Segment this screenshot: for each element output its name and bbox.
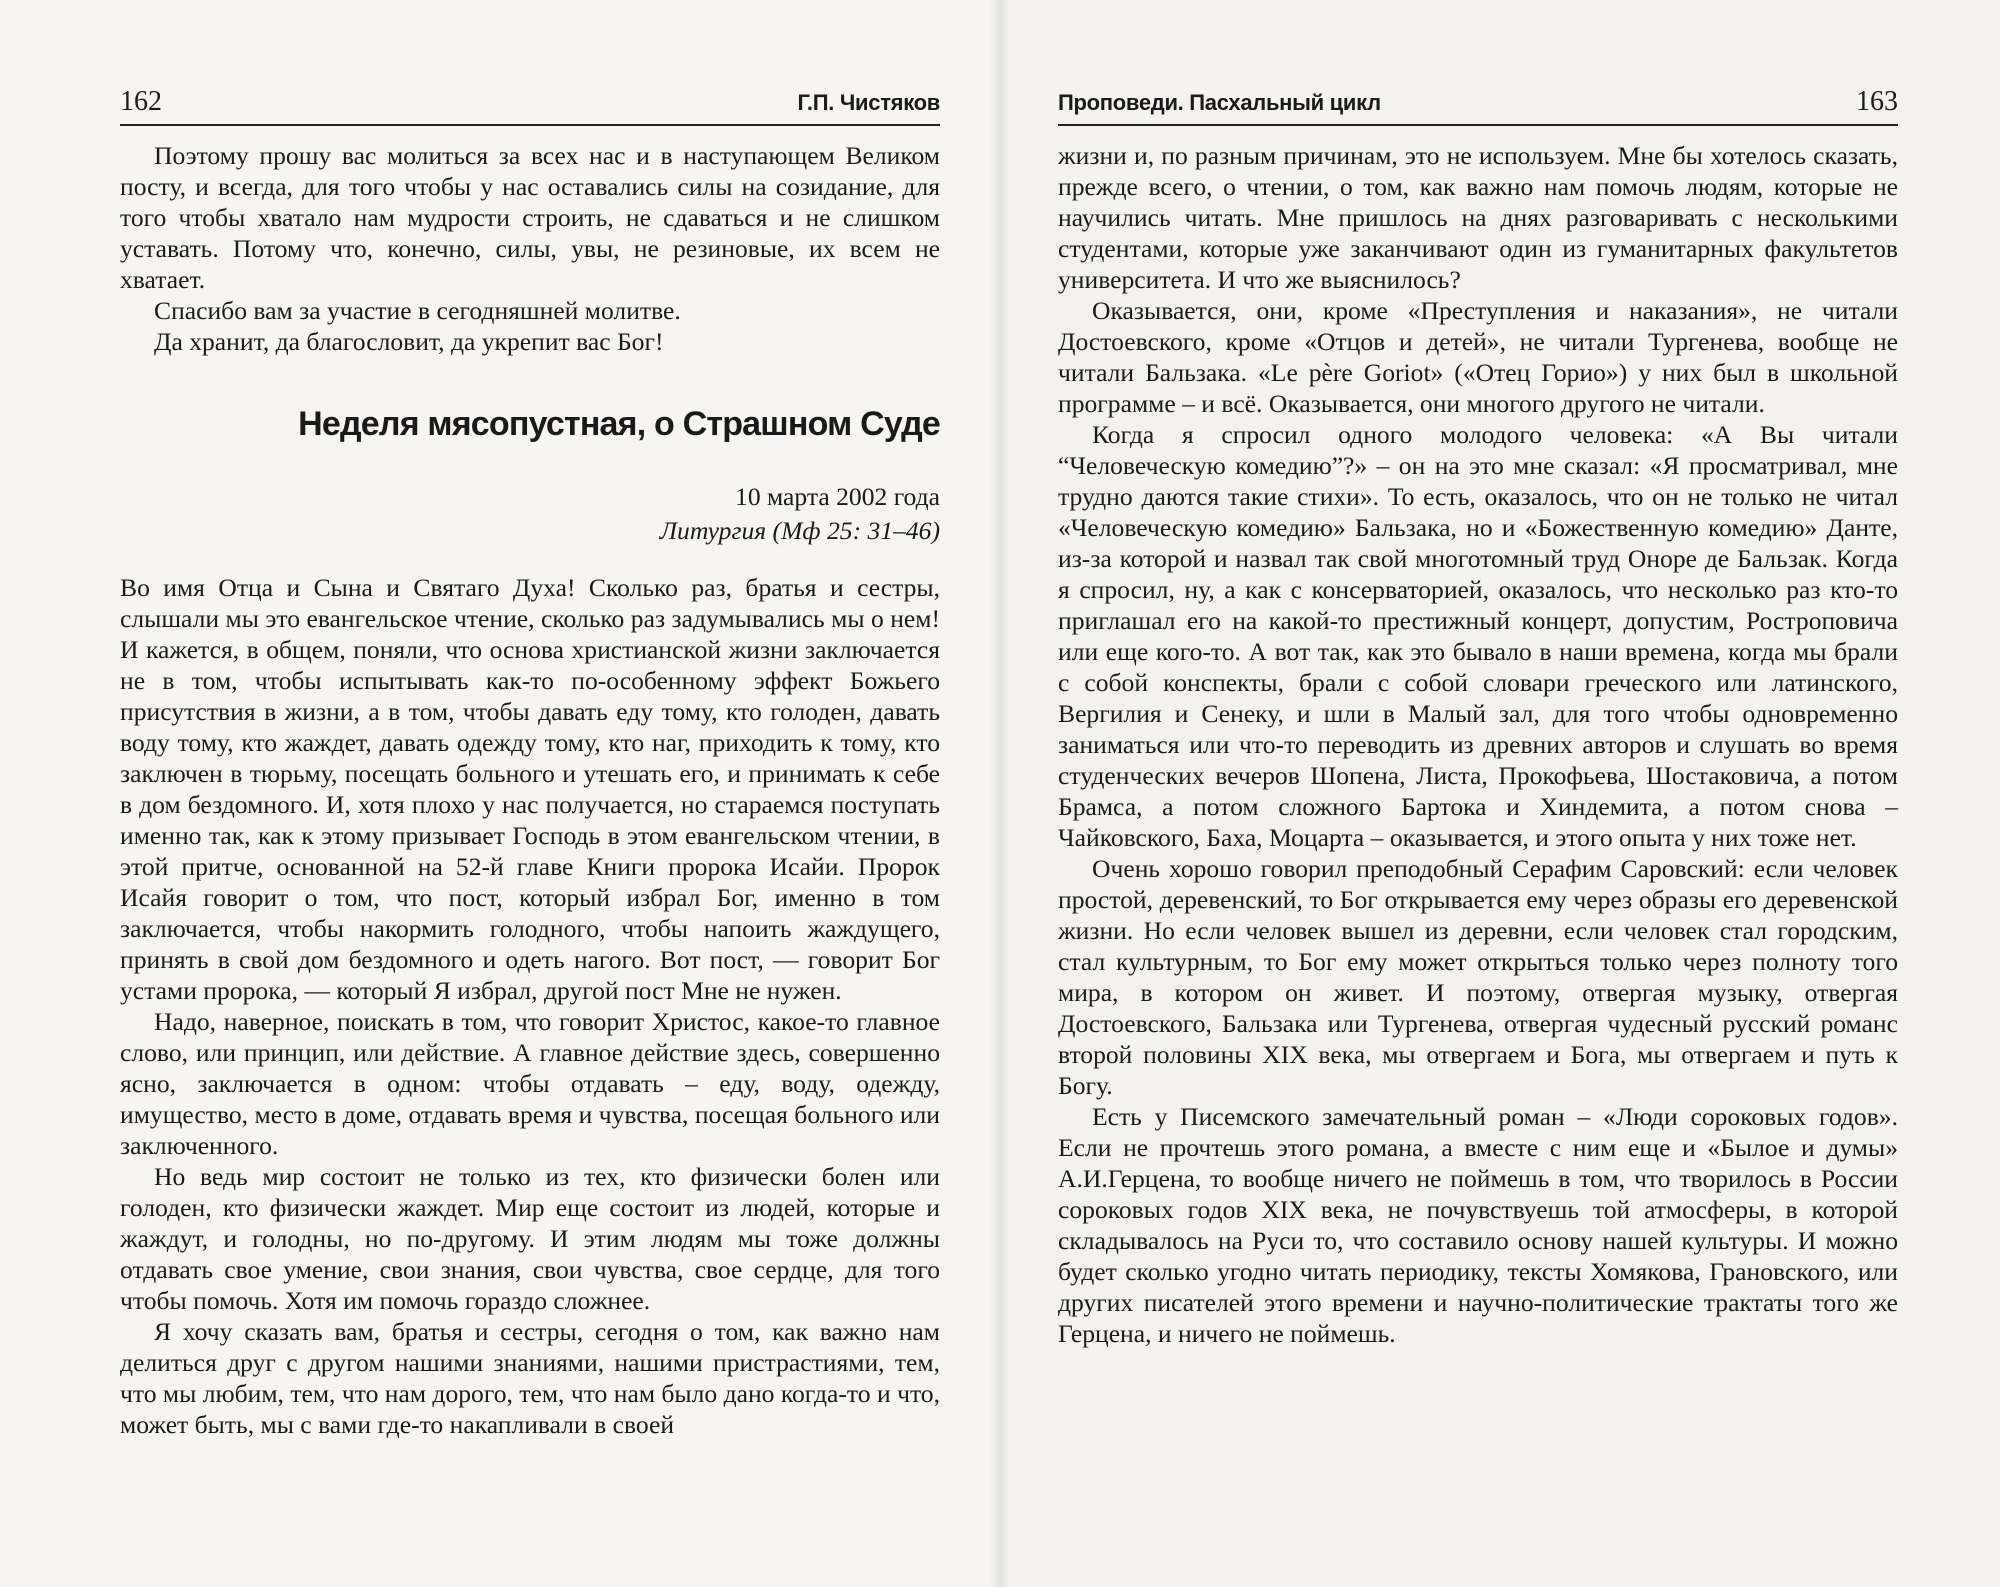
paragraph: Во имя Отца и Сына и Святаго Духа! Сколько раз, братья и сестры, слышали мы это евангельское чтение, сколько раз задумывались мы о нем! И кажется, в общем, поняли, что основа христианской жизни заключается не в том, чтобы испытывать как-то по-особенному эффект Божьего присутствия в жизни, а в том, чтобы давать еду тому, кто голоден, давать воду тому, кто жаждет, давать одежду тому, кто наг, приходить к тому, кто заключен в тюрьму, посещать больного и утешать его, и принимать к себе в дом бездомного. И, хотя плохо у нас получается, но стараемся поступать именно так, как к этому призывает Господь в этом евангельском чтении, в этой притче, основанной на 52-й главе Книги пророка Исайи. Пророк Исайя говорит о том, что пост, который избрал Бог, именно в том заключается, чтобы накормить голодного, чтобы напоить жаждущего, принять в свой дом бездомного и одеть нагого. Вот пост, — говорит Бог устами пророка, — который Я избрал, другой пост Мне не нужен. [120,573,940,1005]
page-number: 162 [120,86,162,117]
left-page-header [120,78,940,126]
paragraph: Когда я спросил одного молодого человека: «А Вы читали “Человеческую комедию”?» – он на это мне сказал: «Я просматривал, мне трудно даются такие стихи». То есть, оказалось, что он не только не читал «Человеческую комедию» Бальзака, но и «Божественную комедию» Данте, из-за которой и назвал так свой многотомный труд Оноре де Бальзак. Когда я спросил, ну, а как с консерваторией, оказалось, что несколько раз кто-то приглашал его на какой-то престижный концерт, допустим, Ростроповича или еще кого-то. А вот так, как это бывало в наши времена, когда мы брали с собой конспекты, брали с собой словари греческого или латинского, Вергилия и Сенеку, и шли в Малый зал, для того чтобы одновременно заниматься или что-то переводить из древних авторов и слушать во время студенческих вечеров Шопена, Листа, Прокофьева, Шостаковича, а потом Брамса, а потом сложного Бартока и Хиндемита, а потом снова – Чайковского, Баха, Моцарта – оказывается, и этого опыта у них тоже нет. [1058,420,1898,852]
running-head-author: Г.П. Чистяков [797,90,940,115]
page-number: 163 [1856,86,1898,117]
paragraph: Спасибо вам за участие в сегодняшней молитве. [154,296,681,325]
paragraph: Поэтому прошу вас молиться за всех нас и в наступающем Великом посту, и всегда, для того чтобы у нас оставались силы на созидание, для того чтобы хватало нам мудрости строить, не сдаваться и не слишком уставать. Потому что, конечно, силы, увы, не резиновые, их всем не хватает. [120,141,940,294]
paragraph: Очень хорошо говорил преподобный Серафим Саровский: если человек простой, деревенский, то Бог открывается ему через образы его деревенской жизни. Но если человек вышел из деревни, если человек стал городским, стал культурным, то Бог ему может открыться только через полноту того мира, в котором он живет. И поэтому, отвергая музыку, отвергая Достоевского, Бальзака или Тургенева, отвергая чудесный русский романс второй половины XIX века, мы отвергаем и Бога, мы отвергаем и путь к Богу. [1058,854,1898,1100]
right-page [1000,0,2000,1587]
sermon-date: 10 марта 2002 года [735,482,940,511]
intro-text [120,140,940,357]
dateline [120,480,940,548]
paragraph: Но ведь мир состоит не только из тех, кто физически болен или голоден, кто физически жаждет. Мир еще состоит из людей, которые и жаждут, и голодны, но по-другому. И этим людям мы тоже должны отдавать свое умение, свои знания, свои чувства, свое сердце, для того чтобы помочь. Хотя им помочь гораздо сложнее. [120,1162,940,1315]
paragraph: Оказывается, они, кроме «Преступления и наказания», не читали Достоевского, кроме «Отцов и детей», не читали Тургенева, вообще не читали Бальзака. «Le père Goriot» («Отец Горио») у них был в школьной программе – и всё. Оказывается, они многого другого не читали. [1058,296,1898,418]
right-page-header [1058,78,1898,126]
paragraph: Я хочу сказать вам, братья и сестры, сегодня о том, как важно нам делиться друг с другом нашими знаниями, нашими пристрастиями, тем, что мы любим, тем, что нам дорого, тем, что нам было дано когда-то и что, может быть, мы с вами где-то накапливали в своей [120,1317,940,1439]
paragraph: Да хранит, да благословит, да укрепит вас Бог! [154,327,664,356]
book-gutter [990,0,1010,1587]
running-head-section: Проповеди. Пасхальный цикл [1058,90,1381,115]
paragraph: Надо, наверное, поискать в том, что говорит Христос, какое-то главное слово, или принцип, или действие. А главное действие здесь, совершенно ясно, заключается в одном: чтобы отдавать – еду, воду, одежду, имущество, место в доме, отдавать время и чувства, посещая больного или заключенного. [120,1007,940,1160]
chapter-title: Неделя мясопустная, о Страшном Суде [298,405,940,443]
sermon-body [120,572,940,1440]
liturgy-reference: Литургия (Мф 25: 31–46) [659,516,940,545]
paragraph: Есть у Писемского замечательный роман – «Люди сороковых годов». Если не прочтешь этого романа, а вместе с ним еще и «Былое и думы» А.И.Герцена, то вообще ничего не поймешь в том, что творилось в России сороковых годов XIX века, не почувствуешь той атмосферы, в которой складывалось на Руси то, что составило основу нашей культуры. И можно будет сколько угодно читать периодику, тексты Хомякова, Грановского, или других писателей этого времени и научно-политические трактаты того же Герцена, и ничего не поймешь. [1058,1102,1898,1348]
sermon-body-continued [1058,140,1898,1349]
paragraph: жизни и, по разным причинам, это не используем. Мне бы хотелось сказать, прежде всего, о чтении, о том, как важно нам помочь людям, которые не научились читать. Мне пришлось на днях разговаривать с несколькими студентами, которые уже заканчивают один из гуманитарных факультетов университета. И что же выяснилось? [1058,141,1898,294]
